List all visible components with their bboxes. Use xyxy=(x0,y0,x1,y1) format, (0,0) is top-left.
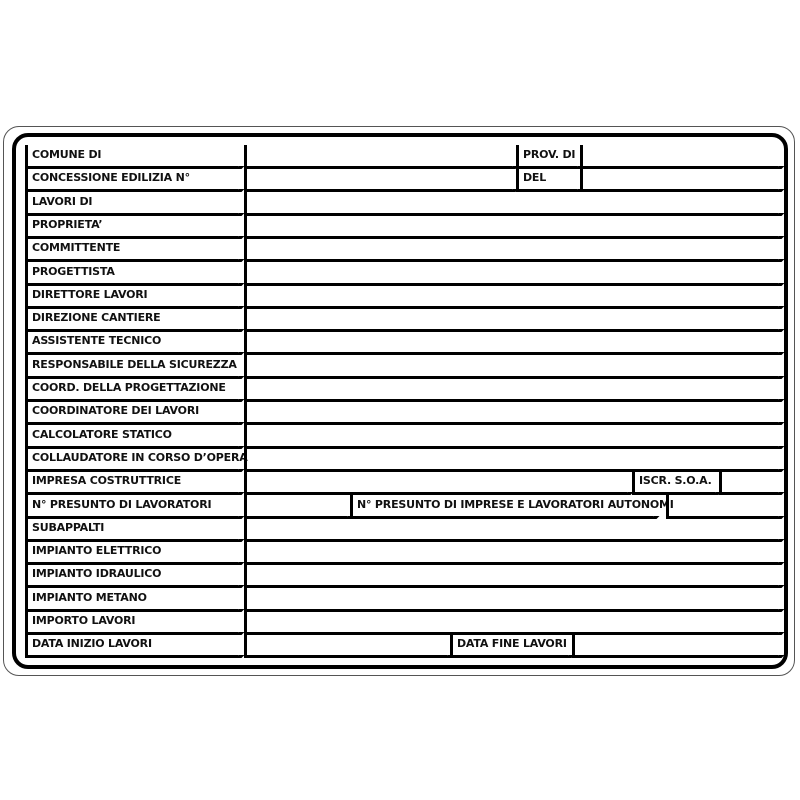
label-cell xyxy=(450,634,568,658)
field-label: COORDINATORE DEI LAVORI xyxy=(32,404,199,418)
form-row xyxy=(0,495,800,518)
form-row xyxy=(0,518,800,541)
value-field[interactable] xyxy=(580,145,778,169)
label-cell xyxy=(25,331,238,355)
field-label: SUBAPPALTI xyxy=(32,520,105,534)
form-row xyxy=(0,401,800,424)
form-row xyxy=(0,471,800,494)
form-row xyxy=(0,215,800,238)
form-row xyxy=(0,355,800,378)
label-cell xyxy=(25,262,238,286)
field-label: IMPIANTO METANO xyxy=(32,590,147,604)
field-label: PROPRIETA’ xyxy=(32,217,103,231)
field-label: COORD. DELLA PROGETTAZIONE xyxy=(32,381,226,394)
value-field[interactable] xyxy=(244,285,778,309)
label-cell xyxy=(25,634,238,658)
form-row xyxy=(0,145,800,168)
value-field[interactable] xyxy=(244,611,778,635)
field-label: DATA INIZIO LAVORI xyxy=(32,637,152,651)
field-label: DIREZIONE CANTIERE xyxy=(32,311,161,325)
value-field[interactable] xyxy=(244,262,778,286)
form-row xyxy=(0,285,800,308)
value-field[interactable] xyxy=(572,634,778,658)
form-row xyxy=(0,564,800,587)
form-row xyxy=(0,634,800,657)
label-cell xyxy=(516,168,577,192)
value-field[interactable] xyxy=(244,588,778,612)
value-field[interactable] xyxy=(244,448,778,472)
field-label: N° PRESUNTO DI IMPRESE E LAVORATORI AUTONOMI xyxy=(357,497,674,511)
label-cell xyxy=(25,238,238,262)
value-field[interactable] xyxy=(244,238,778,262)
label-cell xyxy=(25,215,238,239)
label-cell xyxy=(25,611,238,635)
label-cell xyxy=(25,355,238,379)
value-field[interactable] xyxy=(244,145,512,169)
field-label: ASSISTENTE TECNICO xyxy=(32,334,162,348)
field-label: COMMITTENTE xyxy=(32,241,121,255)
value-field[interactable] xyxy=(244,471,627,495)
field-label: COLLAUDATORE IN CORSO D’OPERA xyxy=(32,450,248,464)
label-cell xyxy=(25,401,238,425)
label-cell xyxy=(25,425,238,449)
form-row xyxy=(0,331,800,354)
label-cell xyxy=(25,285,238,309)
form-row xyxy=(0,262,800,285)
field-label: ISCR. S.O.A. xyxy=(639,474,712,488)
label-cell xyxy=(25,564,238,588)
field-label: N° PRESUNTO DI LAVORATORI xyxy=(32,497,212,511)
value-field[interactable] xyxy=(666,495,778,519)
label-cell xyxy=(632,471,715,495)
value-field[interactable] xyxy=(244,378,778,402)
form-row xyxy=(0,378,800,401)
field-label: CALCOLATORE STATICO xyxy=(32,427,172,441)
field-label: COMUNE DI xyxy=(32,148,102,161)
value-field[interactable] xyxy=(244,308,778,332)
field-label: DATA FINE LAVORI xyxy=(457,637,567,651)
value-field[interactable] xyxy=(719,471,778,495)
field-label: IMPORTO LAVORI xyxy=(32,614,136,627)
form-row xyxy=(0,308,800,331)
value-field[interactable] xyxy=(244,168,512,192)
label-cell xyxy=(25,588,238,612)
value-field[interactable] xyxy=(244,401,778,425)
form-row xyxy=(0,588,800,611)
value-field[interactable] xyxy=(244,541,778,565)
label-cell xyxy=(25,471,238,495)
value-field[interactable] xyxy=(244,425,778,449)
field-label: IMPRESA COSTRUTTRICE xyxy=(32,474,182,488)
value-field[interactable] xyxy=(244,564,778,588)
field-label: LAVORI DI xyxy=(32,194,93,208)
label-cell xyxy=(25,192,238,216)
label-cell xyxy=(25,495,238,519)
label-cell xyxy=(350,495,674,519)
form-row xyxy=(0,192,800,215)
label-cell xyxy=(25,448,248,472)
form-row xyxy=(0,238,800,261)
value-field[interactable] xyxy=(580,168,778,192)
label-cell xyxy=(25,541,238,565)
value-field[interactable] xyxy=(244,518,778,542)
field-label: IMPIANTO IDRAULICO xyxy=(32,567,162,581)
field-label: RESPONSABILE DELLA SICUREZZA xyxy=(32,357,237,371)
label-cell xyxy=(516,145,577,169)
field-label: IMPIANTO ELETTRICO xyxy=(32,544,162,558)
form-row xyxy=(0,425,800,448)
value-field[interactable] xyxy=(244,215,778,239)
field-label: CONCESSIONE EDILIZIA N° xyxy=(32,171,190,185)
value-field[interactable] xyxy=(244,331,778,355)
value-field[interactable] xyxy=(244,355,778,379)
value-field[interactable] xyxy=(244,495,347,519)
label-cell xyxy=(25,378,238,402)
form-row xyxy=(0,611,800,634)
field-label: PROGETTISTA xyxy=(32,264,115,278)
field-label: PROV. DI xyxy=(523,148,576,161)
value-field[interactable] xyxy=(244,634,447,658)
label-cell xyxy=(25,168,238,192)
label-cell xyxy=(25,308,238,332)
value-field[interactable] xyxy=(244,192,778,216)
form-row xyxy=(0,168,800,191)
field-label: DEL xyxy=(523,171,547,185)
form-row xyxy=(0,448,800,471)
label-cell xyxy=(25,518,238,542)
label-cell xyxy=(25,145,238,169)
field-label: DIRETTORE LAVORI xyxy=(32,287,148,301)
form-row xyxy=(0,541,800,564)
